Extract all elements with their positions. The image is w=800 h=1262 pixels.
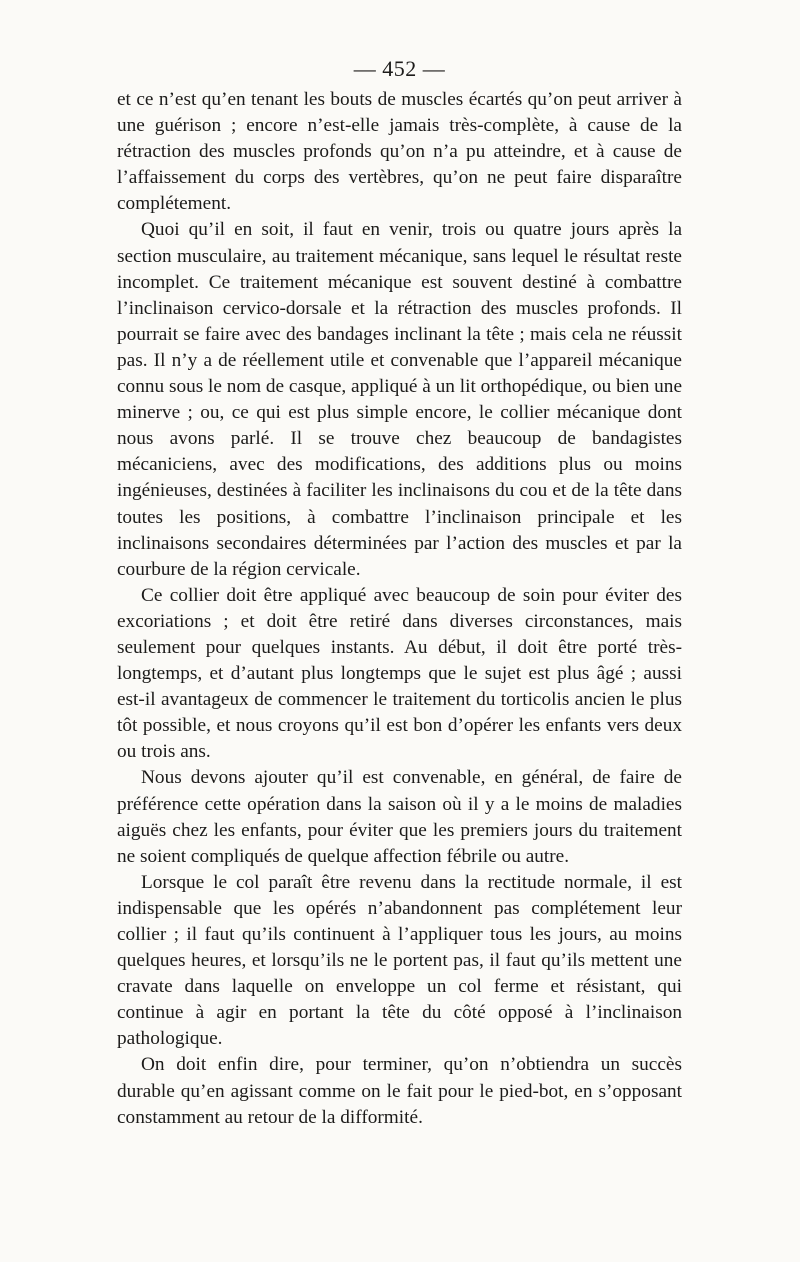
body-text <box>117 87 682 1131</box>
paragraph-continuation: et ce n’est qu’en tenant les bouts de muscles écartés qu’on peut arriver à une guérison ; encore n’est-elle jamais très-complète, à cause de la rétraction des muscles profonds qu’on n’a pu atteindre, et à cause de l’affaissement du corps des vertèbres, qu’on ne peut faire disparaître complétement. <box>117 89 682 215</box>
paragraph-season: Nous devons ajouter qu’il est convenable, en général, de faire de préférence cette opération dans la saison où il y a le moins de maladies aiguës chez les enfants, pour éviter que les premiers jours du traitement ne soient compliqués de quelque affection fébrile ou autre. <box>117 767 682 867</box>
paragraph-rectitude: Lorsque le col paraît être revenu dans la rectitude normale, il est indispensable que les opérés n’abandonnent pas complétement leur collier ; il faut qu’ils continuent à l’appliquer tous les jours, au moins quelques heures, et lorsqu’ils ne le portent pas, il faut qu’ils mettent une cravate dans laquelle on enveloppe un col ferme et résistant, qui continue à agir en portant la tête du côté opposé à l’inclinaison pathologique. <box>117 871 682 1050</box>
paragraph-mechanical-treatment: Quoi qu’il en soit, il faut en venir, trois ou quatre jours après la section musculaire, au traitement mécanique, sans lequel le résultat reste incomplet. Ce traitement mécanique est souvent destiné à combattre l’inclinaison cervico-dorsale et la rétraction des muscles profonds. Il pourrait se faire avec des bandages inclinant la tête ; mais cela ne réussit pas. Il n’y a de réellement utile et convenable que l’appareil mécanique connu sous le nom de casque, appliqué à un lit orthopédique, ou bien une minerve ; ou, ce qui est plus simple encore, le collier mécanique dont nous avons parlé. Il se trouve chez beaucoup de bandagistes mécaniciens, avec des modifications, des additions plus ou moins ingénieuses, destinées à faciliter les inclinaisons du cou et de la tête dans toutes les positions, à combattre l’inclinaison principale et les inclinaisons secondaires déterminées par l’action des muscles et par la courbure de la région cervicale. <box>117 219 682 580</box>
paragraph-conclusion: On doit enfin dire, pour terminer, qu’on n’obtiendra un succès durable qu’en agissant comme on le fait pour le pied-bot, en s’opposant constamment au retour de la difformité. <box>117 1054 682 1128</box>
page-number: — 452 — <box>353 56 446 81</box>
paragraph-collier: Ce collier doit être appliqué avec beaucoup de soin pour éviter des excoriations ; et doit être retiré dans diverses circonstances, mais seulement pour quelques instants. Au début, il doit être porté très-longtemps, et d’autant plus longtemps que le sujet est plus âgé ; aussi est-il avantageux de commencer le traitement du torticolis ancien le plus tôt possible, et nous croyons qu’il est bon d’opérer les enfants vers deux ou trois ans. <box>117 584 682 763</box>
